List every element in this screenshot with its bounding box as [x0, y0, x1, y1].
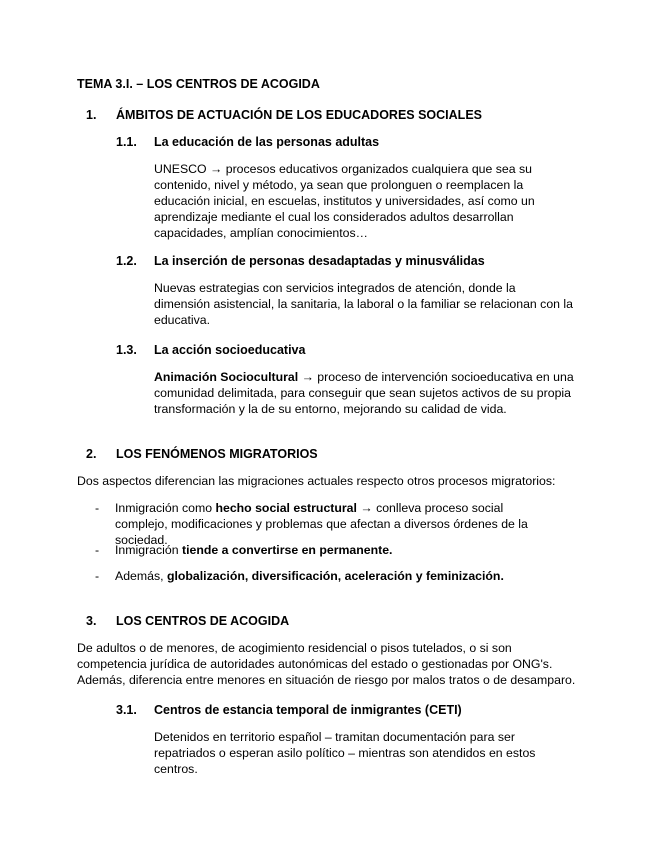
- subsection-body: UNESCO → procesos educativos organizados cualquiera que sea su contenido, nivel y método, ya sean que prolonguen o reemplacen la educación inicial, en escuelas, institutos y universidades, así como un aprendizaje mediante el cual los considerados adultos desarrollan capacidades, amplían conocimientos…: [154, 162, 535, 240]
- subsection-title: La inserción de personas desadaptadas y minusválidas: [154, 254, 485, 268]
- subsection-body: [154, 369, 574, 417]
- list-item-pre: Además,: [115, 569, 167, 583]
- subsection-body: Nuevas estrategias con servicios integrados de atención, donde la dimensión asistencial, la sanitaria, la laboral o la familiar se relacionan con la educativa.: [154, 281, 573, 327]
- bullet-dash: -: [95, 501, 100, 515]
- subsection-number: 1.2.: [116, 254, 137, 268]
- bold-term: Animación Sociocultural: [154, 370, 299, 384]
- section-intro: Dos aspectos diferencian las migraciones actuales respecto otros procesos migratorios:: [77, 474, 556, 488]
- section-title: ÁMBITOS DE ACTUACIÓN DE LOS EDUCADORES SOCIALES: [116, 108, 482, 122]
- section-intro: De adultos o de menores, de acogimiento residencial o pisos tutelados, o si son competencia jurídica de autoridades autonómicas del estado o gestionadas por ONG's. Además, diferencia entre menores en situación de riesgo por malos tratos o de desamparo.: [77, 641, 576, 687]
- subsection-number: 1.3.: [116, 343, 137, 357]
- list-item-bold: globalización, diversificación, aceleración y feminización.: [166, 569, 504, 583]
- section-number: 1.: [86, 108, 97, 122]
- list-item-post: → conlleva proceso social complejo, modificaciones y problemas que afectan a diversos órdenes de la sociedad.: [115, 501, 528, 547]
- list-item-text: [115, 568, 555, 584]
- subsection-number: 1.1.: [116, 135, 137, 149]
- list-item-text: [115, 500, 555, 548]
- bullet-dash: -: [95, 569, 100, 583]
- section-number: 2.: [86, 447, 97, 461]
- subsection-body: Detenidos en territorio español – tramitan documentación para ser repatriados o esperan asilo político – mientras son atendidos en estos centros.: [154, 730, 536, 776]
- body-text: → proceso de intervención socioeducativa en una comunidad delimitada, para conseguir que sean sujetos activos de su propia transformación y la de su entorno, mejorando su calidad de vida.: [154, 370, 574, 416]
- list-item-pre: Inmigración: [115, 543, 182, 557]
- subsection-title: Centros de estancia temporal de inmigrantes (CETI): [154, 703, 462, 717]
- list-item-pre: Inmigración como: [115, 501, 216, 515]
- section-number: 3.: [86, 614, 97, 628]
- section-title: LOS FENÓMENOS MIGRATORIOS: [116, 447, 318, 461]
- list-item-bold: hecho social estructural: [215, 501, 357, 515]
- section-title: LOS CENTROS DE ACOGIDA: [116, 614, 290, 628]
- list-item-text: [115, 542, 555, 558]
- bullet-dash: -: [95, 543, 100, 557]
- document-title: TEMA 3.I. – LOS CENTROS DE ACOGIDA: [77, 77, 320, 91]
- list-item-bold: tiende a convertirse en permanente.: [181, 543, 393, 557]
- subsection-number: 3.1.: [116, 703, 137, 717]
- subsection-title: La educación de las personas adultas: [154, 135, 380, 149]
- subsection-title: La acción socioeducativa: [154, 343, 306, 357]
